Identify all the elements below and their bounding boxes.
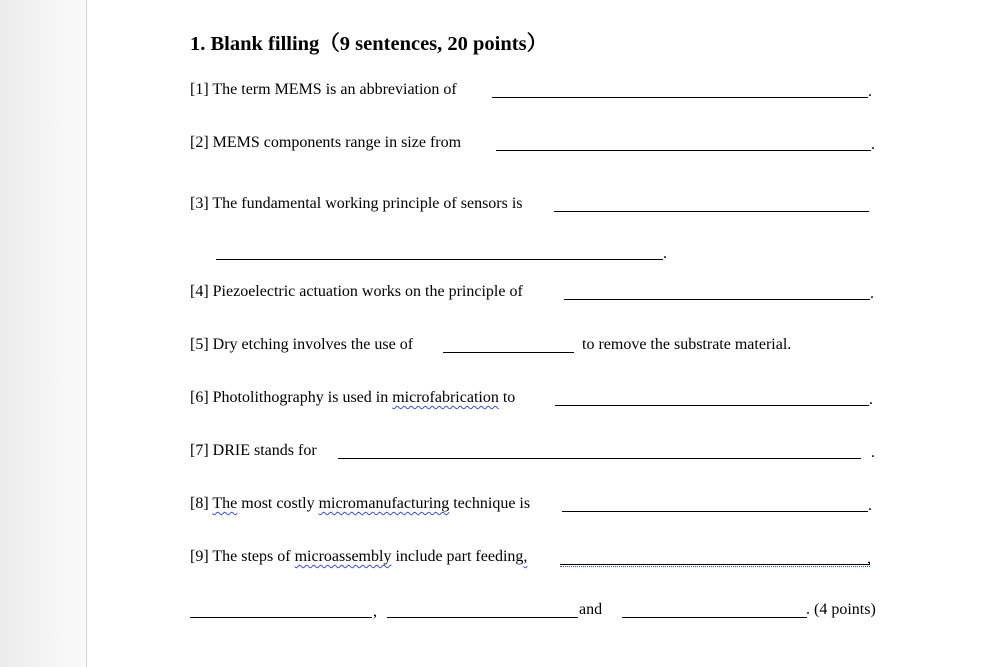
question-6-post: to [498, 389, 516, 406]
question-3-text: [3] The fundamental working principle of sensors is [190, 195, 523, 212]
question-8-mid: most costly [237, 495, 319, 512]
question-6-pre: [6] Photolithography is used in [190, 389, 393, 406]
left-gutter [0, 0, 86, 667]
spellcheck-flagged-word[interactable]: microassembly [294, 548, 392, 565]
question-9-and: and [579, 601, 603, 618]
question-9-blank-1[interactable] [560, 564, 870, 565]
question-9-points: . (4 points) [806, 601, 876, 618]
question-8-blank[interactable] [562, 511, 868, 512]
question-6-blank[interactable] [555, 405, 869, 406]
spellcheck-flagged-word[interactable]: The [212, 495, 238, 512]
question-3-blank-2[interactable] [216, 259, 663, 260]
question-6-period: . [869, 391, 873, 408]
question-6-text [190, 388, 515, 408]
question-2-period: . [871, 136, 875, 153]
question-8-pre: [8] [190, 495, 213, 512]
spellcheck-flagged-word[interactable]: micromanufacturing [318, 495, 450, 512]
section-title: 1. Blank filling（9 sentences, 20 points） [190, 33, 548, 55]
question-3-period: . [663, 245, 667, 262]
spellcheck-flagged-comma[interactable]: , [523, 548, 528, 565]
question-1-period: . [868, 83, 872, 100]
question-9-blank-4[interactable] [622, 617, 807, 618]
question-8-period: . [868, 497, 872, 514]
question-1-blank[interactable] [492, 97, 868, 98]
question-9-blank-2[interactable] [190, 617, 372, 618]
question-7-text: [7] DRIE stands for [190, 442, 317, 459]
question-3-blank-1[interactable] [554, 211, 869, 212]
grammar-check-underline [560, 566, 870, 567]
question-7-blank[interactable] [338, 458, 861, 459]
question-4-blank[interactable] [564, 299, 870, 300]
question-5-text: [5] Dry etching involves the use of [190, 336, 414, 353]
question-9-text [190, 547, 527, 567]
question-9-comma-2: , [373, 603, 377, 620]
question-2-text: [2] MEMS components range in size from [190, 134, 462, 151]
question-1-text: [1] The term MEMS is an abbreviation of [190, 81, 457, 98]
question-4-text: [4] Piezoelectric actuation works on the principle of [190, 283, 523, 300]
question-8-text [190, 494, 530, 514]
question-5-after-text: to remove the substrate material. [582, 336, 792, 353]
question-2-blank[interactable] [496, 150, 871, 151]
spellcheck-flagged-word[interactable]: microfabrication [392, 389, 499, 406]
question-9-blank-3[interactable] [387, 617, 578, 618]
question-7-period: . [871, 444, 875, 461]
question-9-post: include part feeding [391, 548, 524, 565]
question-8-post: technique is [449, 495, 531, 512]
question-9-pre: [9] The steps of [190, 548, 295, 565]
question-4-period: . [870, 285, 874, 302]
question-9-comma-1: , [867, 550, 871, 567]
question-5-blank[interactable] [443, 352, 574, 353]
